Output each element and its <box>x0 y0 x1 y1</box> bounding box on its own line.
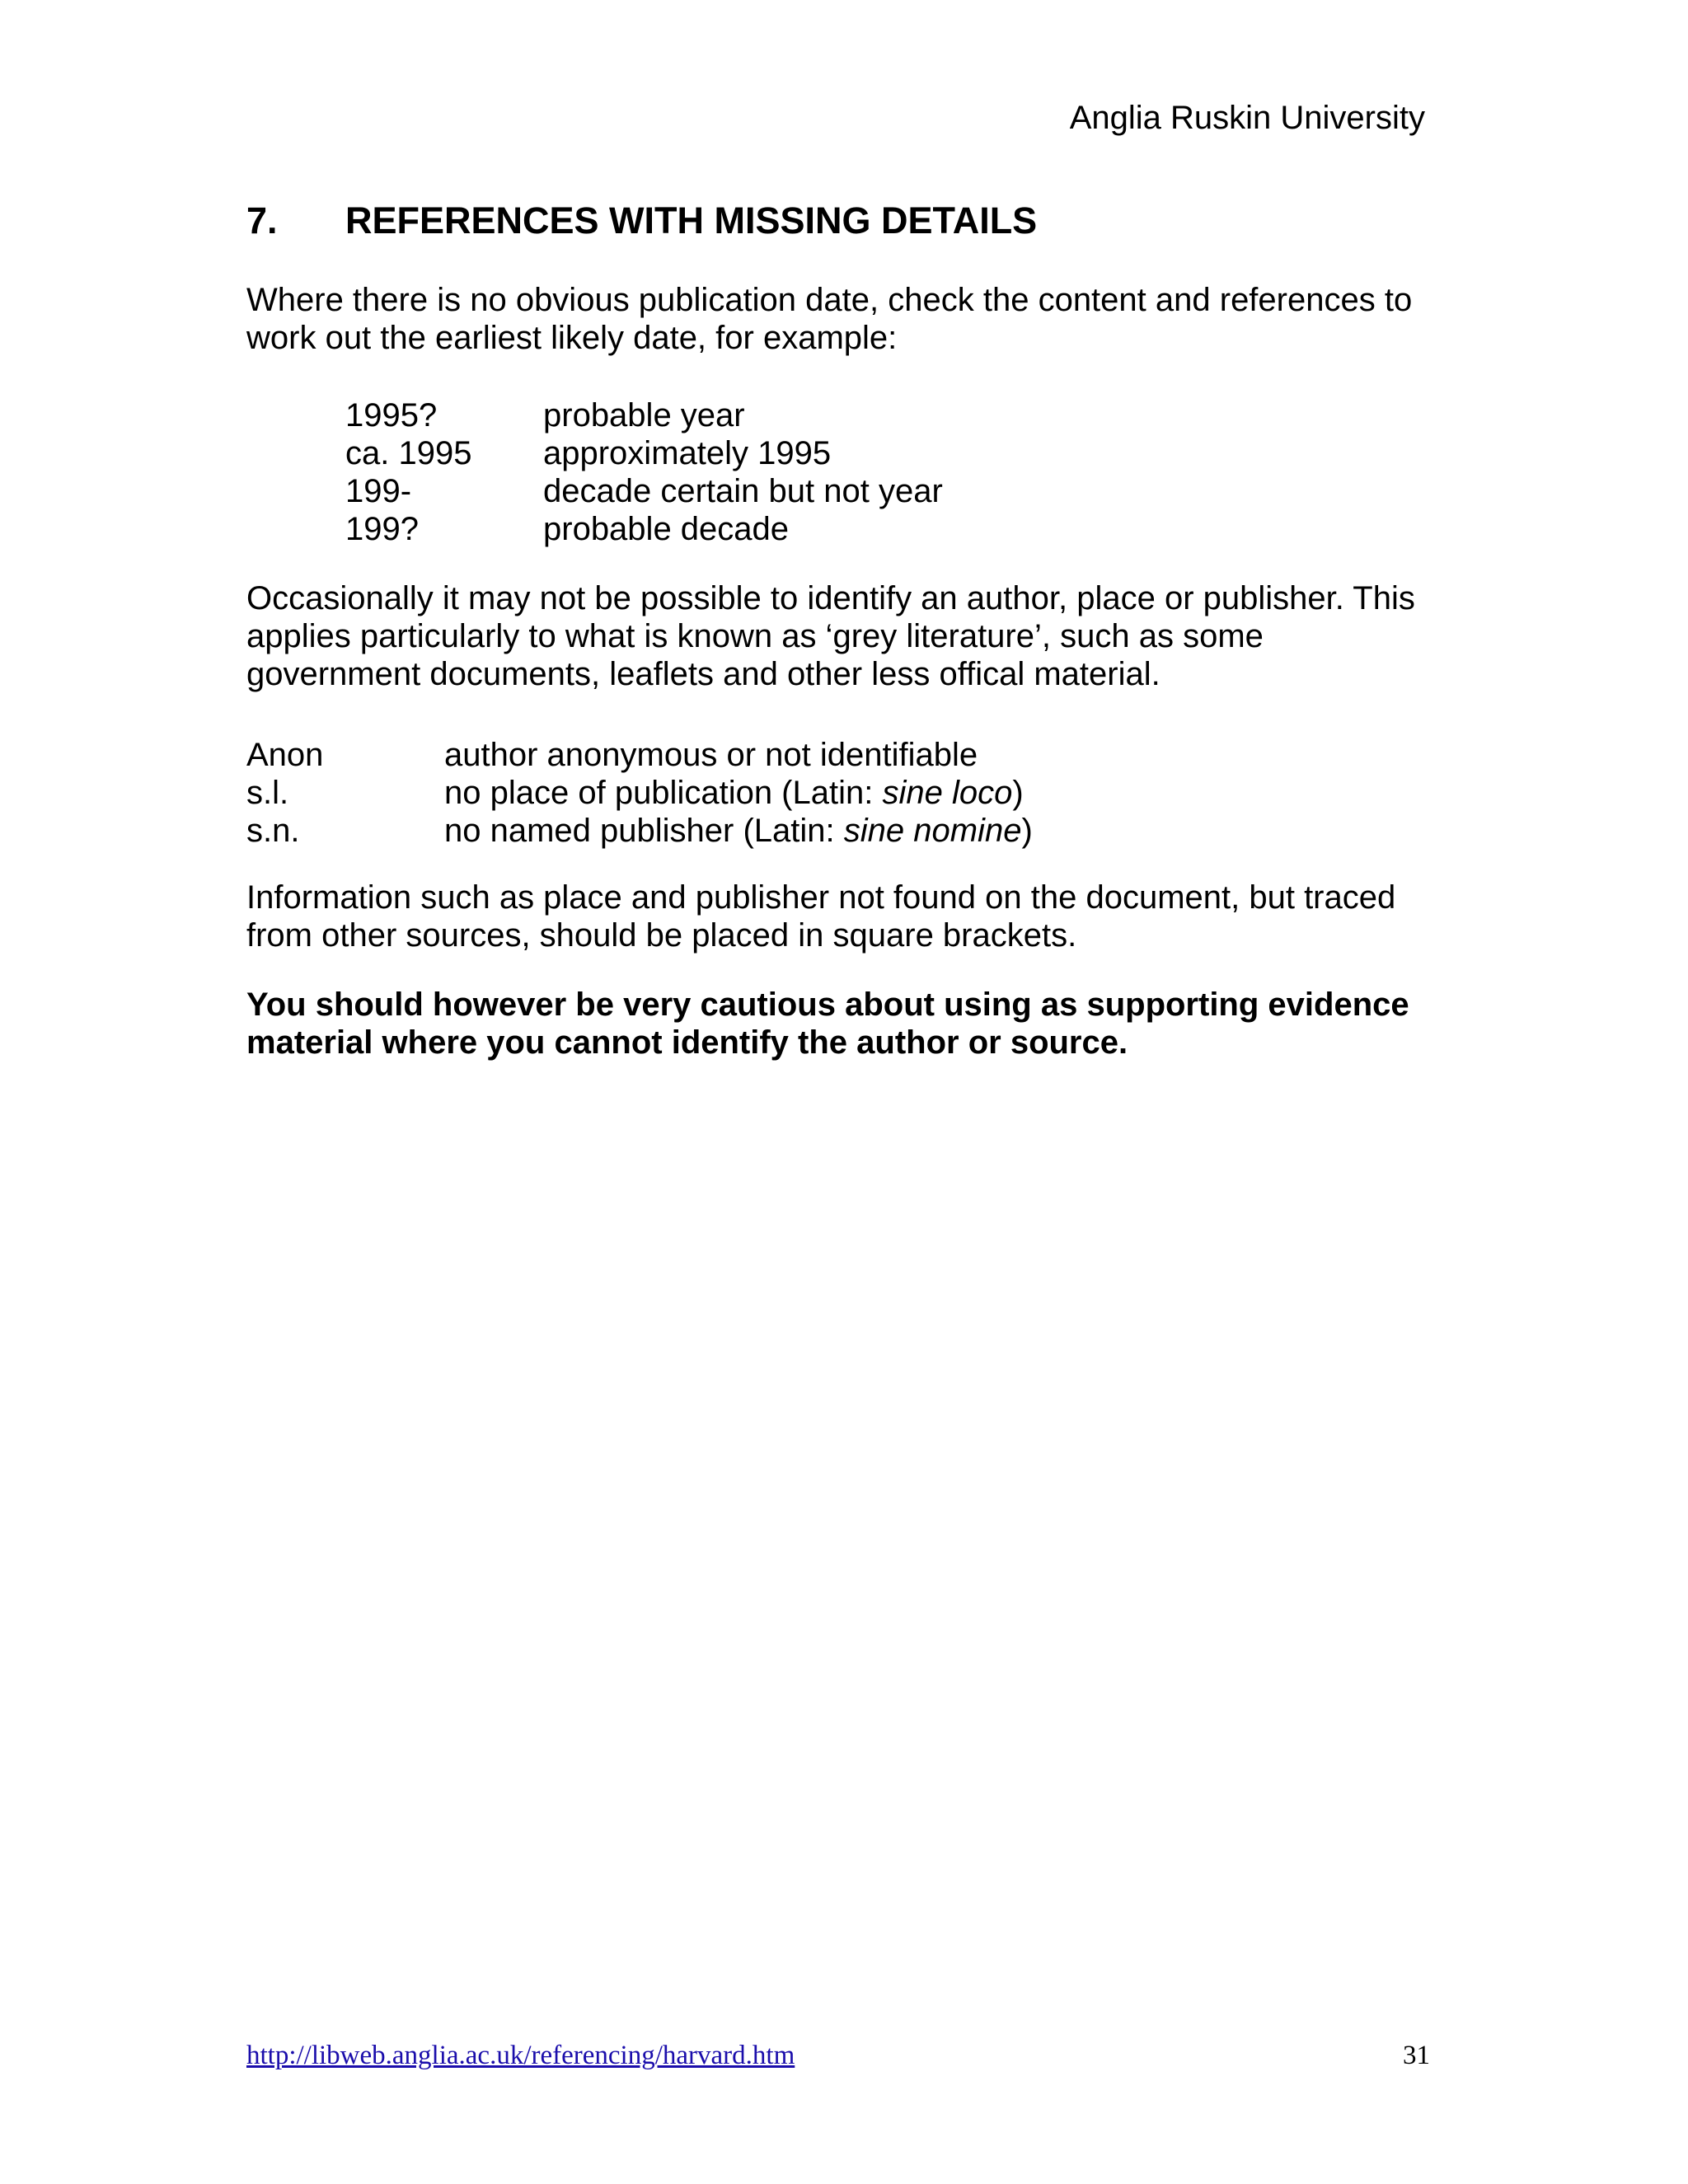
list-item <box>246 736 1033 774</box>
list-item <box>345 510 943 548</box>
list-item <box>345 472 943 510</box>
page-number: 31 <box>1403 2041 1430 2070</box>
section-number: 7. <box>246 199 278 241</box>
abbreviation-term: s.n. <box>246 813 300 849</box>
date-term: 199? <box>345 511 419 547</box>
meaning-text: no named publisher (Latin: <box>444 813 844 849</box>
list-item <box>345 396 943 434</box>
missing-details-paragraph: Occasionally it may not be possible to identify an author, place or publisher. This applies particularly to what is known as ‘grey literature’, such as some government documents, leaflets and other less offical material. <box>246 580 1415 692</box>
date-meaning: probable year <box>543 397 745 434</box>
abbreviation-term: s.l. <box>246 775 289 811</box>
intro-paragraph: Where there is no obvious publication date, check the content and references to work out the earliest likely date, for example: <box>246 282 1413 356</box>
section-title: REFERENCES WITH MISSING DETAILS <box>345 199 1038 241</box>
abbreviation-meaning <box>444 774 1024 812</box>
running-header: Anglia Ruskin University <box>1069 100 1425 136</box>
abbreviation-term: Anon <box>246 737 324 773</box>
closing-paren: ) <box>1012 775 1024 811</box>
list-item <box>246 812 1033 850</box>
footer-url-link[interactable]: http://libweb.anglia.ac.uk/referencing/harvard.htm <box>246 2041 795 2070</box>
caution-paragraph: You should however be very cautious about using as supporting evidence material where you cannot identify the author or source. <box>246 987 1409 1061</box>
date-term: 199- <box>345 473 412 509</box>
latin-phrase: sine nomine <box>843 813 1022 849</box>
date-meaning: probable decade <box>543 511 790 547</box>
latin-phrase: sine loco <box>882 775 1013 811</box>
square-brackets-paragraph: Information such as place and publisher not found on the document, but traced from other sources, should be placed in square brackets. <box>246 879 1396 954</box>
section-heading <box>246 198 1037 244</box>
date-meaning: decade certain but not year <box>543 473 943 509</box>
closing-paren: ) <box>1021 813 1033 849</box>
abbreviation-meaning <box>444 812 1033 850</box>
date-term: 1995? <box>345 397 438 434</box>
list-item <box>246 774 1033 812</box>
abbreviation-meaning: author anonymous or not identifiable <box>444 737 978 773</box>
date-examples-list <box>345 396 943 548</box>
date-term: ca. 1995 <box>345 435 472 471</box>
date-meaning: approximately 1995 <box>543 435 832 471</box>
list-item <box>345 434 943 472</box>
meaning-text: no place of publication (Latin: <box>444 775 883 811</box>
abbreviation-list <box>246 736 1033 850</box>
